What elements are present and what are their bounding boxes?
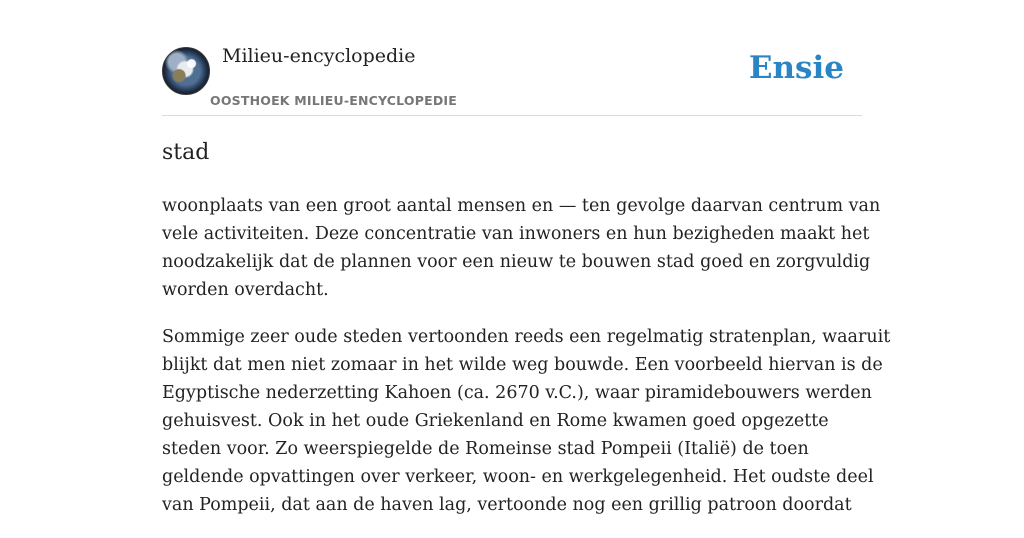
paragraph bbox=[162, 323, 891, 519]
entry-title: stad bbox=[162, 140, 210, 165]
page bbox=[162, 0, 891, 515]
text-line: gehuisvest. Ook in het oude Griekenland en Rome kwamen goed opgezette bbox=[162, 411, 829, 431]
text-line: steden voor. Zo weerspiegelde de Romeinse stad Pompeii (Italië) de toen bbox=[162, 439, 809, 459]
site-name[interactable]: Milieu-encyclopedie bbox=[222, 45, 416, 67]
entry-body bbox=[162, 192, 891, 538]
text-line: worden overdacht. bbox=[162, 280, 329, 300]
paragraph bbox=[162, 192, 881, 304]
text-line: blijkt dat men niet zomaar in het wilde weg bouwde. Een voorbeeld hiervan is de bbox=[162, 355, 883, 375]
text-line: geldende opvattingen over verkeer, woon- en werkgelegenheid. Het oudste deel bbox=[162, 467, 874, 487]
brand-logo-link[interactable]: Ensie bbox=[748, 50, 844, 86]
text-line: van Pompeii, dat aan de haven lag, vertoonde nog een grillig patroon doordat bbox=[162, 495, 852, 515]
site-header bbox=[162, 0, 862, 116]
text-line: noodzakelijk dat de plannen voor een nieuw te bouwen stad goed en zorgvuldig bbox=[162, 252, 871, 272]
earth-globe-icon[interactable] bbox=[162, 47, 210, 95]
text-line: Sommige zeer oude steden vertoonden reeds een regelmatig stratenplan, waaruit bbox=[162, 327, 891, 347]
site-subtitle: OOSTHOEK MILIEU-ENCYCLOPEDIE bbox=[210, 93, 457, 108]
text-line: Egyptische nederzetting Kahoen (ca. 2670 v.C.), waar piramidebouwers werden bbox=[162, 383, 872, 403]
text-line: vele activiteiten. Deze concentratie van inwoners en hun bezigheden maakt het bbox=[162, 224, 870, 244]
text-line: woonplaats van een groot aantal mensen en — ten gevolge daarvan centrum van bbox=[162, 196, 881, 216]
